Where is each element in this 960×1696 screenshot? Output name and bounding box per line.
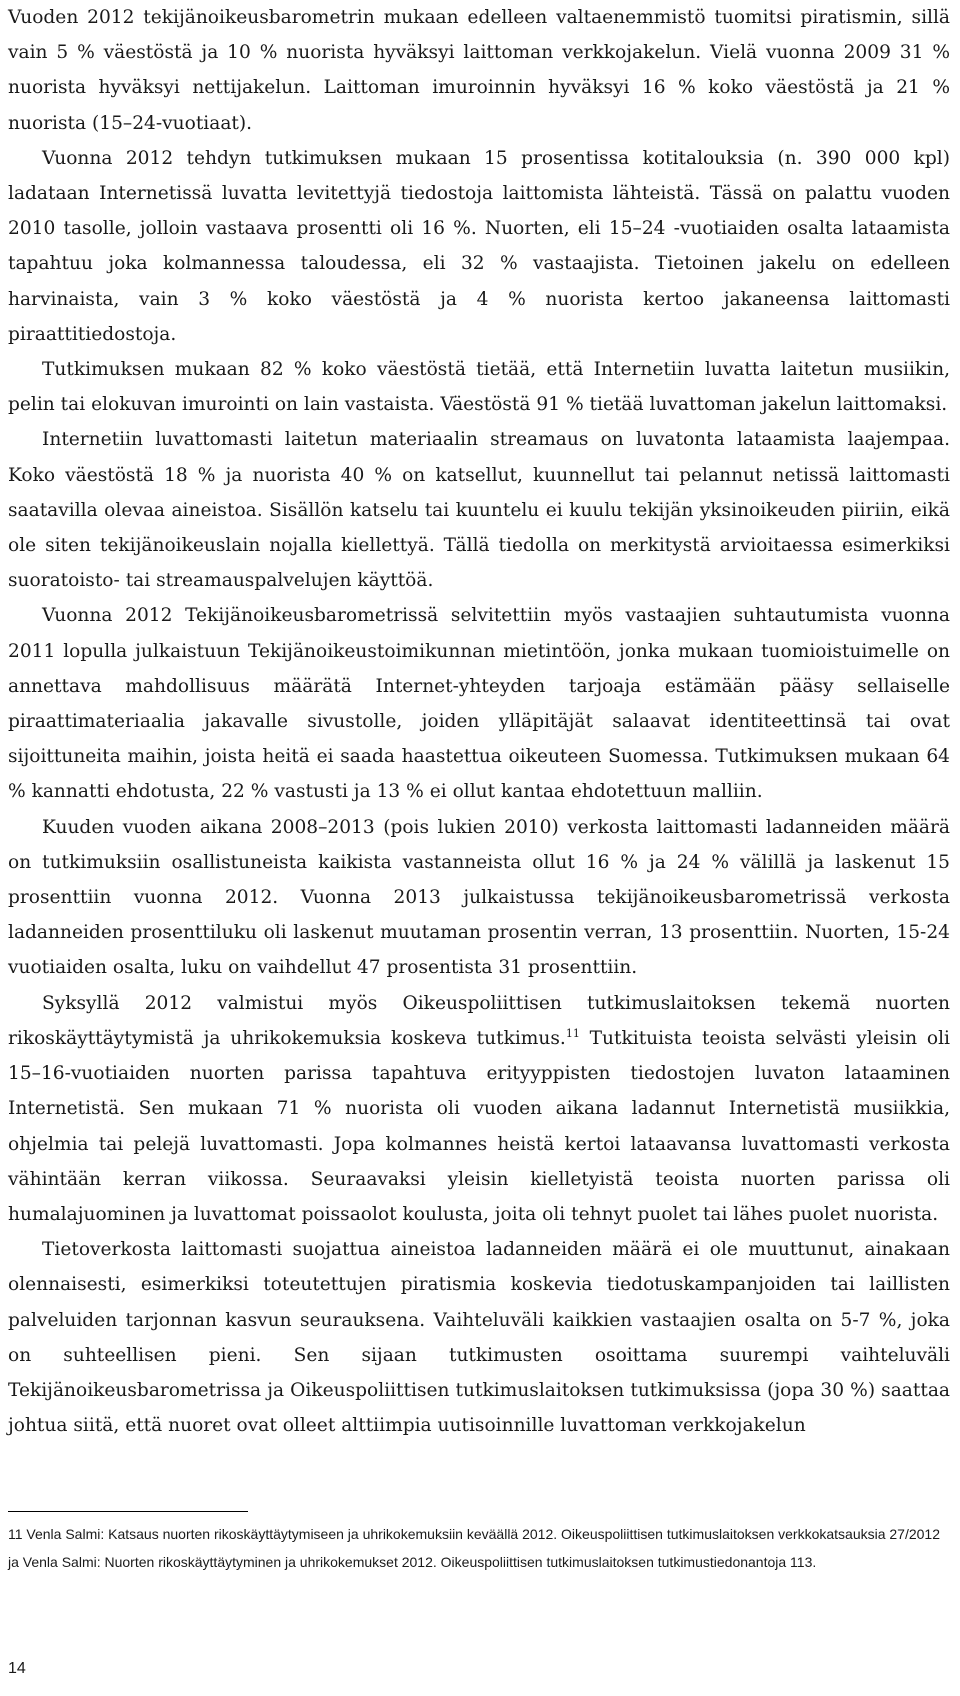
footnote-divider xyxy=(8,1511,248,1512)
paragraph-7-rest: Tutkituista teoista selvästi yleisin oli 15–16-vuotiaiden nuorten parissa tapahtuva erityyppisten tiedostojen luvaton lataaminen Internetistä. Sen mukaan 71 % nuorista oli vuoden aikana ladannut Internetistä musiikkia, ohjelmia tai pelejä luvattomasti. Jopa kolmannes heistä kertoi lataavansa luvattomasti verkosta vähintään kerran viikossa. Seuraavaksi yleisin kielletyistä teoista nuorten parissa oli humalajuominen ja luvattomat poissaolot koulusta, joita oli tehnyt puolet tai lähes puolet nuorista. xyxy=(8,1027,950,1225)
paragraph-7-start: Syksyllä 2012 valmistui myös Oikeuspoliittisen tutkimuslaitoksen tekemä nuorten rikoskäyttäytymistä ja uhrikokemuksia koskeva tutkimus. xyxy=(8,992,950,1049)
paragraph-8: Tietoverkosta laittomasti suojattua aineistoa ladanneiden määrä ei ole muuttunut, ainakaan olennaisesti, esimerkiksi toteutettujen piratismia koskevia tiedotuskampanjoiden tai laillisten palveluiden tarjonnan kasvun seurauksena. Vaihteluväli kaikkien vastaajien osalta on 5-7 %, joka on suhteellisen pieni. Sen sijaan tutkimusten osoittama suurempi vaihteluväli Tekijänoikeusbarometrissa ja Oikeuspoliittisen tutkimuslaitoksen tutkimuksissa (jopa 30 %) saattaa johtua siitä, että nuoret ovat olleet alttiimpia uutisoinnille luvattoman verkkojakelun xyxy=(8,1239,950,1437)
paragraph-6: Kuuden vuoden aikana 2008–2013 (pois lukien 2010) verkosta laittomasti ladanneiden määrä on tutkimuksiin osallistuneista kaikista vastanneista ollut 16 % ja 24 % välillä ja laskenut 15 prosenttiin vuonna 2012. Vuonna 2013 julkaistussa tekijänoikeusbarometrissä verkosta ladanneiden prosenttiluku oli laskenut muutaman prosentin verran, 13 prosenttiin. Nuorten, 15-24 vuotiaiden osalta, luku on vaihdellut 47 prosentista 31 prosenttiin. xyxy=(8,816,950,979)
paragraph-3: Tutkimuksen mukaan 82 % koko väestöstä tietää, että Internetiin luvatta laitetun musiikin, pelin tai elokuvan imurointi on lain vastaista. Väestöstä 91 % tietää luvattoman jakelun laittomaksi. xyxy=(8,359,950,416)
page-number: 14 xyxy=(8,1660,26,1677)
footnote: 11 Venla Salmi: Katsaus nuorten rikoskäyttäytymiseen ja uhrikokemuksiin keväällä 2012. Oikeuspoliittisen tutkimuslaitoksen verkkokatsauksia 27/2012 ja Venla Salmi: Nuorten rikoskäyttäytyminen ja uhrikokemukset 2012. Oikeuspoliittisen tutkimuslaitoksen tutkimustiedonantoja 113. xyxy=(8,1526,940,1570)
paragraph-4: Internetiin luvattomasti laitetun materiaalin streamaus on luvatonta lataamista laajempaa. Koko väestöstä 18 % ja nuorista 40 % on katsellut, kuunnellut tai pelannut netissä laittomasti saatavilla olevaa aineistoa. Sisällön katselu tai kuuntelu ei kuulu tekijän yksinoikeuden piiriin, eikä ole siten tekijänoikeuslain nojalla kiellettyä. Tällä tiedolla on merkitystä arvioitaessa esimerkiksi suoratoisto- tai streamauspalvelujen käyttöä. xyxy=(8,429,950,592)
body-text xyxy=(8,0,950,1443)
paragraph-5: Vuonna 2012 Tekijänoikeusbarometrissä selvitettiin myös vastaajien suhtautumista vuonna 2011 lopulla julkaistuun Tekijänoikeustoimikunnan mietintöön, jonka mukaan tuomioistuimelle on annettava mahdollisuus määrätä Internet-yhteyden tarjoaja estämään pääsy sellaiselle piraattimateriaalia jakavalle sivustolle, joiden ylläpitäjät salaavat identiteettinsä tai ovat sijoittuneita maihin, joista heitä ei saada haastettua oikeuteen Suomessa. Tutkimuksen mukaan 64 % kannatti ehdotusta, 22 % vastusti ja 13 % ei ollut kantaa ehdotettuun malliin. xyxy=(8,605,950,803)
paragraph-1: Vuoden 2012 tekijänoikeusbarometrin mukaan edelleen valtaenemmistö tuomitsi piratismin, sillä vain 5 % väestöstä ja 10 % nuorista hyväksyi laittoman verkkojakelun. Vielä vuonna 2009 31 % nuorista hyväksyi nettijakelun. Laittoman imuroinnin hyväksyi 16 % koko väestöstä ja 21 % nuorista (15–24-vuotiaat). xyxy=(8,7,950,134)
paragraph-2: Vuonna 2012 tehdyn tutkimuksen mukaan 15 prosentissa kotitalouksia (n. 390 000 kpl) ladataan Internetissä luvatta levitettyjä tiedostoja laittomista lähteistä. Tässä on palattu vuoden 2010 tasolle, jolloin vastaava prosentti oli 16 %. Nuorten, eli 15–24 -vuotiaiden osalta lataamista tapahtuu joka kolmannessa taloudessa, eli 32 % vastaajista. Tietoinen jakelu on edelleen harvinaista, vain 3 % koko väestöstä ja 4 % nuorista kertoo jakaneensa laittomasti piraattitiedostoja. xyxy=(8,147,950,345)
footnote-reference: 11 xyxy=(565,1026,580,1040)
paragraph-7 xyxy=(8,986,950,1232)
